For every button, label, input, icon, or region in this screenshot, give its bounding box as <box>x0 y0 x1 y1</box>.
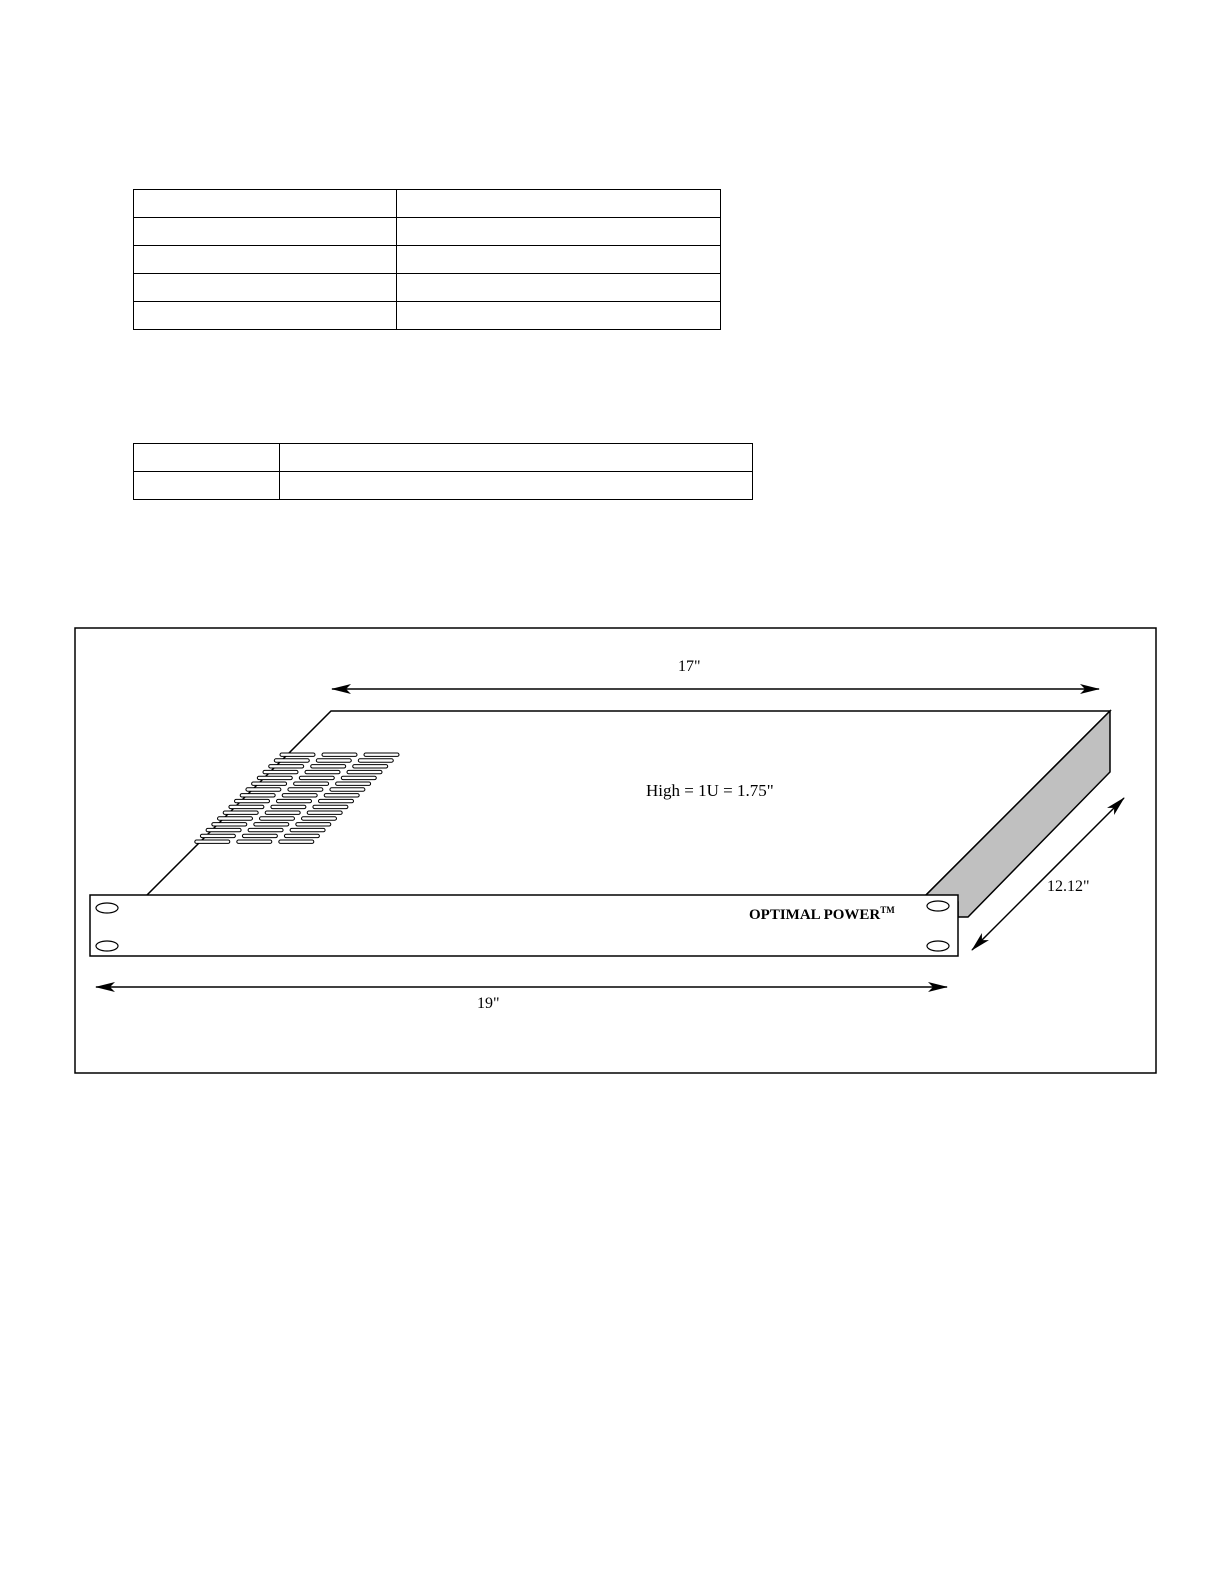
vent-slot <box>271 805 306 808</box>
vent-slot <box>246 788 281 791</box>
table-row <box>134 472 753 500</box>
vent-slot <box>265 811 300 814</box>
vent-slot <box>353 765 388 768</box>
side-dimension-label: 12.12" <box>1047 878 1090 895</box>
table-cell <box>397 302 721 330</box>
vent-slot <box>305 770 340 773</box>
table-row <box>134 274 721 302</box>
vent-slot <box>223 811 258 814</box>
vent-slot <box>311 765 346 768</box>
vent-slot <box>277 799 312 802</box>
vent-slot <box>364 753 399 756</box>
table-cell <box>134 444 280 472</box>
mount-hole-bottom-left <box>96 941 118 951</box>
vent-slot <box>280 753 315 756</box>
vent-slot <box>252 782 287 785</box>
vent-slot <box>288 788 323 791</box>
table-cell <box>397 246 721 274</box>
depth-dimension-label: 17" <box>678 658 701 675</box>
vent-slot <box>336 782 371 785</box>
vent-slot <box>240 794 275 797</box>
vent-slot <box>316 759 351 762</box>
rack-unit-dimension-drawing <box>74 627 1157 1074</box>
table-cell <box>134 218 397 246</box>
table-cell <box>280 472 753 500</box>
table-cell <box>134 246 397 274</box>
mount-hole-bottom-right <box>927 941 949 951</box>
vent-slot <box>282 794 317 797</box>
vent-slot <box>358 759 393 762</box>
table-row <box>134 302 721 330</box>
table-row <box>134 218 721 246</box>
width-dimension-label: 19" <box>477 995 500 1012</box>
vent-slot <box>347 770 382 773</box>
mount-hole-top-left <box>96 903 118 913</box>
vent-slot <box>322 753 357 756</box>
table-cell <box>397 190 721 218</box>
vent-slot <box>284 834 319 837</box>
vent-slot <box>260 817 295 820</box>
vent-slot <box>324 794 359 797</box>
table-cell <box>134 274 397 302</box>
vent-slot <box>296 823 331 826</box>
vent-slot <box>257 776 292 779</box>
vent-slot <box>242 834 277 837</box>
table-row <box>134 246 721 274</box>
vent-slot <box>302 817 337 820</box>
vent-slot <box>294 782 329 785</box>
table-cell <box>134 190 397 218</box>
vent-slot <box>200 834 235 837</box>
vent-slot <box>237 840 272 843</box>
brand-name: OPTIMAL POWER <box>749 907 881 923</box>
spec-table-one <box>133 189 721 330</box>
vent-slot <box>248 828 283 831</box>
vent-slot <box>299 776 334 779</box>
vent-slot <box>263 770 298 773</box>
vent-slot <box>290 828 325 831</box>
vent-slot <box>307 811 342 814</box>
vent-slot <box>195 840 230 843</box>
trademark-mark: TM <box>880 905 895 915</box>
vent-slot <box>274 759 309 762</box>
vent-slot <box>341 776 376 779</box>
table-row <box>134 190 721 218</box>
vent-slot <box>269 765 304 768</box>
vent-slot <box>229 805 264 808</box>
vent-slot <box>254 823 289 826</box>
table-cell <box>397 274 721 302</box>
spec-table-two <box>133 443 753 500</box>
vent-slot <box>235 799 270 802</box>
vent-slot <box>206 828 241 831</box>
vent-slot <box>319 799 354 802</box>
height-dimension-label: High = 1U = 1.75" <box>646 781 774 800</box>
vent-slot <box>330 788 365 791</box>
table-cell <box>134 302 397 330</box>
brand-label <box>749 905 895 923</box>
vent-slot <box>279 840 314 843</box>
vent-slot <box>313 805 348 808</box>
table-cell <box>280 444 753 472</box>
front-panel <box>90 895 958 956</box>
table-cell <box>397 218 721 246</box>
mount-hole-top-right <box>927 901 949 911</box>
table-row <box>134 444 753 472</box>
table-cell <box>134 472 280 500</box>
vent-slot <box>218 817 253 820</box>
vent-slot <box>212 823 247 826</box>
